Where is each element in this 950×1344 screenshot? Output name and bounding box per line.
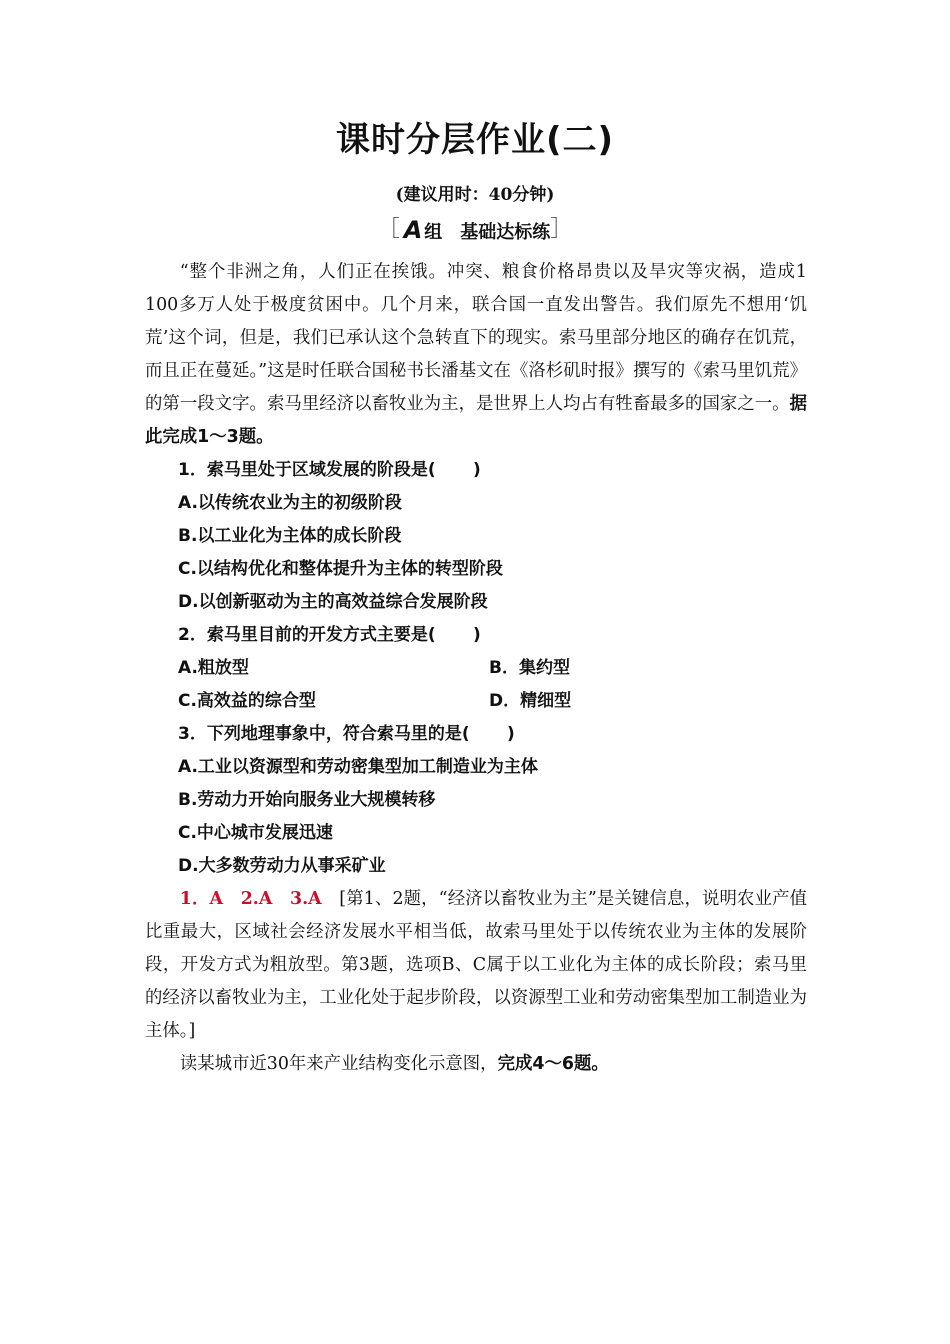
group-label: 组: [424, 222, 443, 243]
question-1: [145, 454, 807, 487]
group-badge: A: [403, 216, 423, 244]
answer-text: [第1、2题，“经济以畜牧业为主”是关键信息，说明农业产值比重最大，区域社会经济发展水平相当低，故索马里处于以传统农业为主体的发展阶段，开发方式为粗放型。第3题，选项B、C属于以工业化为主体的成长阶段；索马里的经济以畜牧业为主，工业化处于起步阶段，以资源型工业和劳动密集型加工制造业为主体。]: [145, 889, 807, 1041]
page-title: 课时分层作业(二): [335, 120, 615, 160]
passage-instruction: 据此完成1～3题。: [145, 394, 807, 447]
question-2-stem: 2．索马里目前的开发方式主要是(: [178, 625, 436, 645]
question-2-stem-end: ): [473, 625, 481, 645]
question-3-option-c: C.中心城市发展迅速: [178, 823, 333, 843]
question-2-option-c: C.高效益的综合型: [178, 691, 316, 711]
question-1-option-b: B.以工业化为主体的成长阶段: [178, 526, 402, 546]
answer-explanation: [145, 883, 807, 1048]
question-3: [145, 718, 807, 751]
question-2-option-a: A.粗放型: [178, 658, 249, 678]
group-title: 基础达标练: [460, 222, 551, 243]
question-3-option-d: D.大多数劳动力从事采矿业: [178, 856, 386, 876]
question-1-option-a: A.以传统农业为主的初级阶段: [178, 493, 402, 513]
question-3-option-a: A.工业以资源型和劳动密集型加工制造业为主体: [178, 757, 538, 777]
question-1-stem-end: ): [473, 460, 481, 480]
group-header: [0, 214, 950, 249]
reading-passage: [145, 256, 807, 454]
question-1-option-d: D.以创新驱动为主的高效益综合发展阶段: [178, 592, 488, 612]
question-1-stem: 1．索马里处于区域发展的阶段是(: [178, 460, 436, 480]
content-body: [145, 256, 807, 1081]
question-2: [145, 619, 807, 652]
question-2-options-row-1: [145, 652, 807, 685]
question-2-options-row-2: [145, 685, 807, 718]
answer-keys: 1．A 2.A 3.A: [179, 889, 322, 909]
question-2-option-d: D．精细型: [489, 691, 572, 711]
bracket-left: ［: [377, 217, 400, 242]
question-1-option-c: C.以结构优化和整体提升为主体的转型阶段: [178, 559, 503, 579]
next-section-intro: [145, 1048, 807, 1081]
passage-text: “整个非洲之角，人们正在挨饿。冲突、粮食价格昂贵以及旱灾等灾祸，造成1 100多万人处于极度贫困中。几个月来，联合国一直发出警告。我们原先不想用‘饥荒’这个词，但是，我们已承认这个急转直下的现实。索马里部分地区的确存在饥荒，而且正在蔓延。”这是时任联合国秘书长潘基文在《洛杉矶时报》撰写的《索马里饥荒》的第一段文字。索马里经济以畜牧业为主，是世界上人均占有牲畜最多的国家之一。: [145, 262, 807, 414]
next-intro-text: 读某城市近30年来产业结构变化示意图，: [179, 1054, 498, 1074]
next-intro-instruction: 完成4～6题。: [497, 1054, 609, 1074]
question-2-option-b: B．集约型: [489, 658, 570, 678]
bracket-right: ］: [550, 217, 573, 242]
suggested-time: (建议用时：40分钟): [395, 185, 555, 205]
question-3-stem-end: ): [507, 724, 515, 744]
question-3-stem: 3．下列地理事象中，符合索马里的是(: [178, 724, 470, 744]
question-3-option-b: B.劳动力开始向服务业大规模转移: [178, 790, 436, 810]
